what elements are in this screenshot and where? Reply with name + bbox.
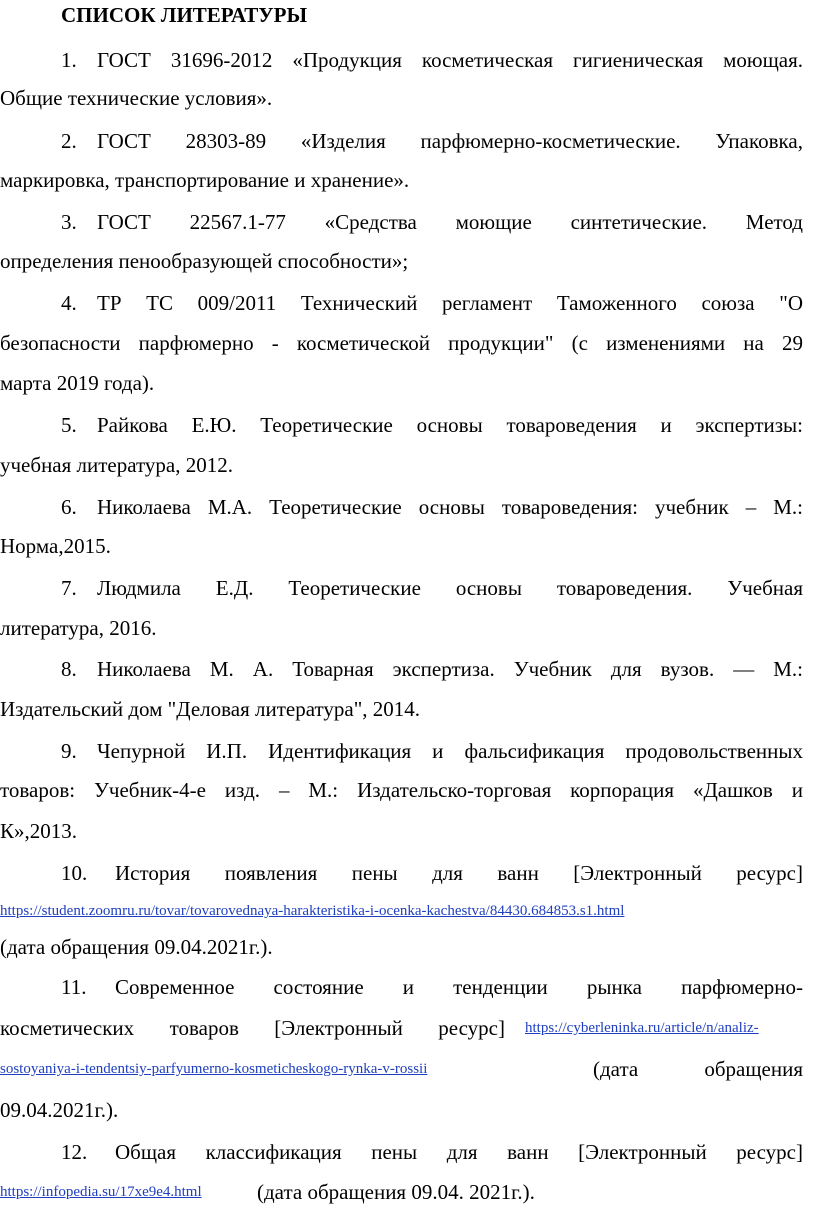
item-text: (дата обращения bbox=[593, 1057, 803, 1081]
item-text: ГОСТ 28303-89 «Изделия парфюмерно-косметические. Упаковка, bbox=[97, 129, 803, 153]
list-item-continuation bbox=[0, 1054, 816, 1084]
list-item-continuation bbox=[0, 775, 816, 805]
list-item-continuation bbox=[0, 932, 816, 962]
list-item-continuation bbox=[0, 450, 816, 480]
item-text: учебная литература, 2012. bbox=[0, 453, 233, 477]
item-text: марта 2019 года). bbox=[0, 371, 155, 395]
item-number: 2. bbox=[61, 129, 77, 153]
item-number: 12. bbox=[61, 1140, 88, 1164]
item-text: Общая классификация пены для ванн [Электронный ресурс] bbox=[115, 1140, 803, 1164]
list-item bbox=[0, 45, 816, 75]
page-title: СПИСОК ЛИТЕРАТУРЫ bbox=[61, 3, 308, 27]
item-number: 8. bbox=[61, 657, 77, 681]
resource-link[interactable]: sostoyaniya-i-tendentsiy-parfyumerno-kosmeticheskogo-rynka-v-rossii bbox=[0, 1061, 428, 1077]
item-text: определения пенообразующей способности»; bbox=[0, 249, 409, 273]
list-item bbox=[0, 207, 816, 237]
item-number: 1. bbox=[61, 48, 77, 72]
item-text: (дата обращения 09.04. 2021г.). bbox=[257, 1180, 535, 1204]
item-text: 09.04.2021г.). bbox=[0, 1098, 119, 1122]
resource-link[interactable]: https://infopedia.su/17xe9e4.html bbox=[0, 1184, 202, 1200]
list-item bbox=[0, 126, 816, 156]
item-text: косметических товаров [Электронный ресурс] bbox=[0, 1016, 505, 1040]
list-item bbox=[0, 736, 816, 766]
list-item-continuation bbox=[0, 896, 816, 926]
list-item bbox=[0, 410, 816, 440]
item-number: 3. bbox=[61, 210, 77, 234]
item-text: ГОСТ 31696-2012 «Продукция косметическая гигиеническая моющая. bbox=[97, 48, 803, 72]
item-text: Чепурной И.П. Идентификация и фальсификация продовольственных bbox=[97, 739, 803, 763]
item-text: безопасности парфюмерно - косметической продукции" (с изменениями на 29 bbox=[0, 331, 803, 355]
list-item-continuation bbox=[0, 1177, 816, 1207]
list-item-continuation bbox=[0, 1095, 816, 1125]
item-text: ГОСТ 22567.1-77 «Средства моющие синтетические. Метод bbox=[97, 210, 803, 234]
list-item-continuation bbox=[0, 328, 816, 358]
item-text: Николаева М. А. Товарная экспертиза. Учебник для вузов. — М.: bbox=[97, 657, 803, 681]
list-item bbox=[0, 573, 816, 603]
item-text: Издательский дом "Деловая литература", 2014. bbox=[0, 697, 421, 721]
item-number: 11. bbox=[61, 975, 87, 999]
item-text: (дата обращения 09.04.2021г.). bbox=[0, 935, 273, 959]
item-text: К»,2013. bbox=[0, 819, 78, 843]
list-item-continuation bbox=[0, 165, 816, 195]
item-number: 4. bbox=[61, 291, 77, 315]
item-number: 6. bbox=[61, 495, 77, 519]
item-text: литература, 2016. bbox=[0, 616, 157, 640]
item-number: 5. bbox=[61, 413, 77, 437]
resource-link[interactable]: https://cyberleninka.ru/article/n/analiz- bbox=[525, 1020, 759, 1036]
item-text: Общие технические условия». bbox=[0, 86, 273, 110]
list-item bbox=[0, 492, 816, 522]
list-item bbox=[0, 972, 816, 1002]
item-number: 7. bbox=[61, 576, 77, 600]
item-text: ТР ТС 009/2011 Технический регламент Таможенного союза "О bbox=[97, 291, 803, 315]
list-item-continuation bbox=[0, 694, 816, 724]
item-text: Райкова Е.Ю. Теоретические основы товароведения и экспертизы: bbox=[97, 413, 803, 437]
item-text: товаров: Учебник-4-е изд. – М.: Издательско-торговая корпорация «Дашков и bbox=[0, 778, 803, 802]
list-item-continuation bbox=[0, 246, 816, 276]
item-text: Современное состояние и тенденции рынка парфюмерно- bbox=[115, 975, 803, 999]
item-text: История появления пены для ванн [Электронный ресурс] bbox=[115, 861, 803, 885]
list-item-continuation bbox=[0, 816, 816, 846]
list-item bbox=[0, 1137, 816, 1167]
list-item-continuation bbox=[0, 83, 816, 113]
item-text: Норма,2015. bbox=[0, 534, 111, 558]
resource-link[interactable]: https://student.zoomru.ru/tovar/tovarovednaya-harakteristika-i-ocenka-kachestva/84430.684853.s1.html bbox=[0, 903, 625, 919]
list-item bbox=[0, 858, 816, 888]
list-item-continuation bbox=[0, 531, 816, 561]
list-item-continuation bbox=[0, 1013, 816, 1043]
item-text: Николаева М.А. Теоретические основы товароведения: учебник – М.: bbox=[97, 495, 803, 519]
item-number: 9. bbox=[61, 739, 77, 763]
list-item-continuation bbox=[0, 368, 816, 398]
item-text: Людмила Е.Д. Теоретические основы товароведения. Учебная bbox=[97, 576, 803, 600]
item-text: маркировка, транспортирование и хранение». bbox=[0, 168, 410, 192]
list-item-continuation bbox=[0, 613, 816, 643]
list-item bbox=[0, 654, 816, 684]
list-item bbox=[0, 288, 816, 318]
item-number: 10. bbox=[61, 861, 88, 885]
